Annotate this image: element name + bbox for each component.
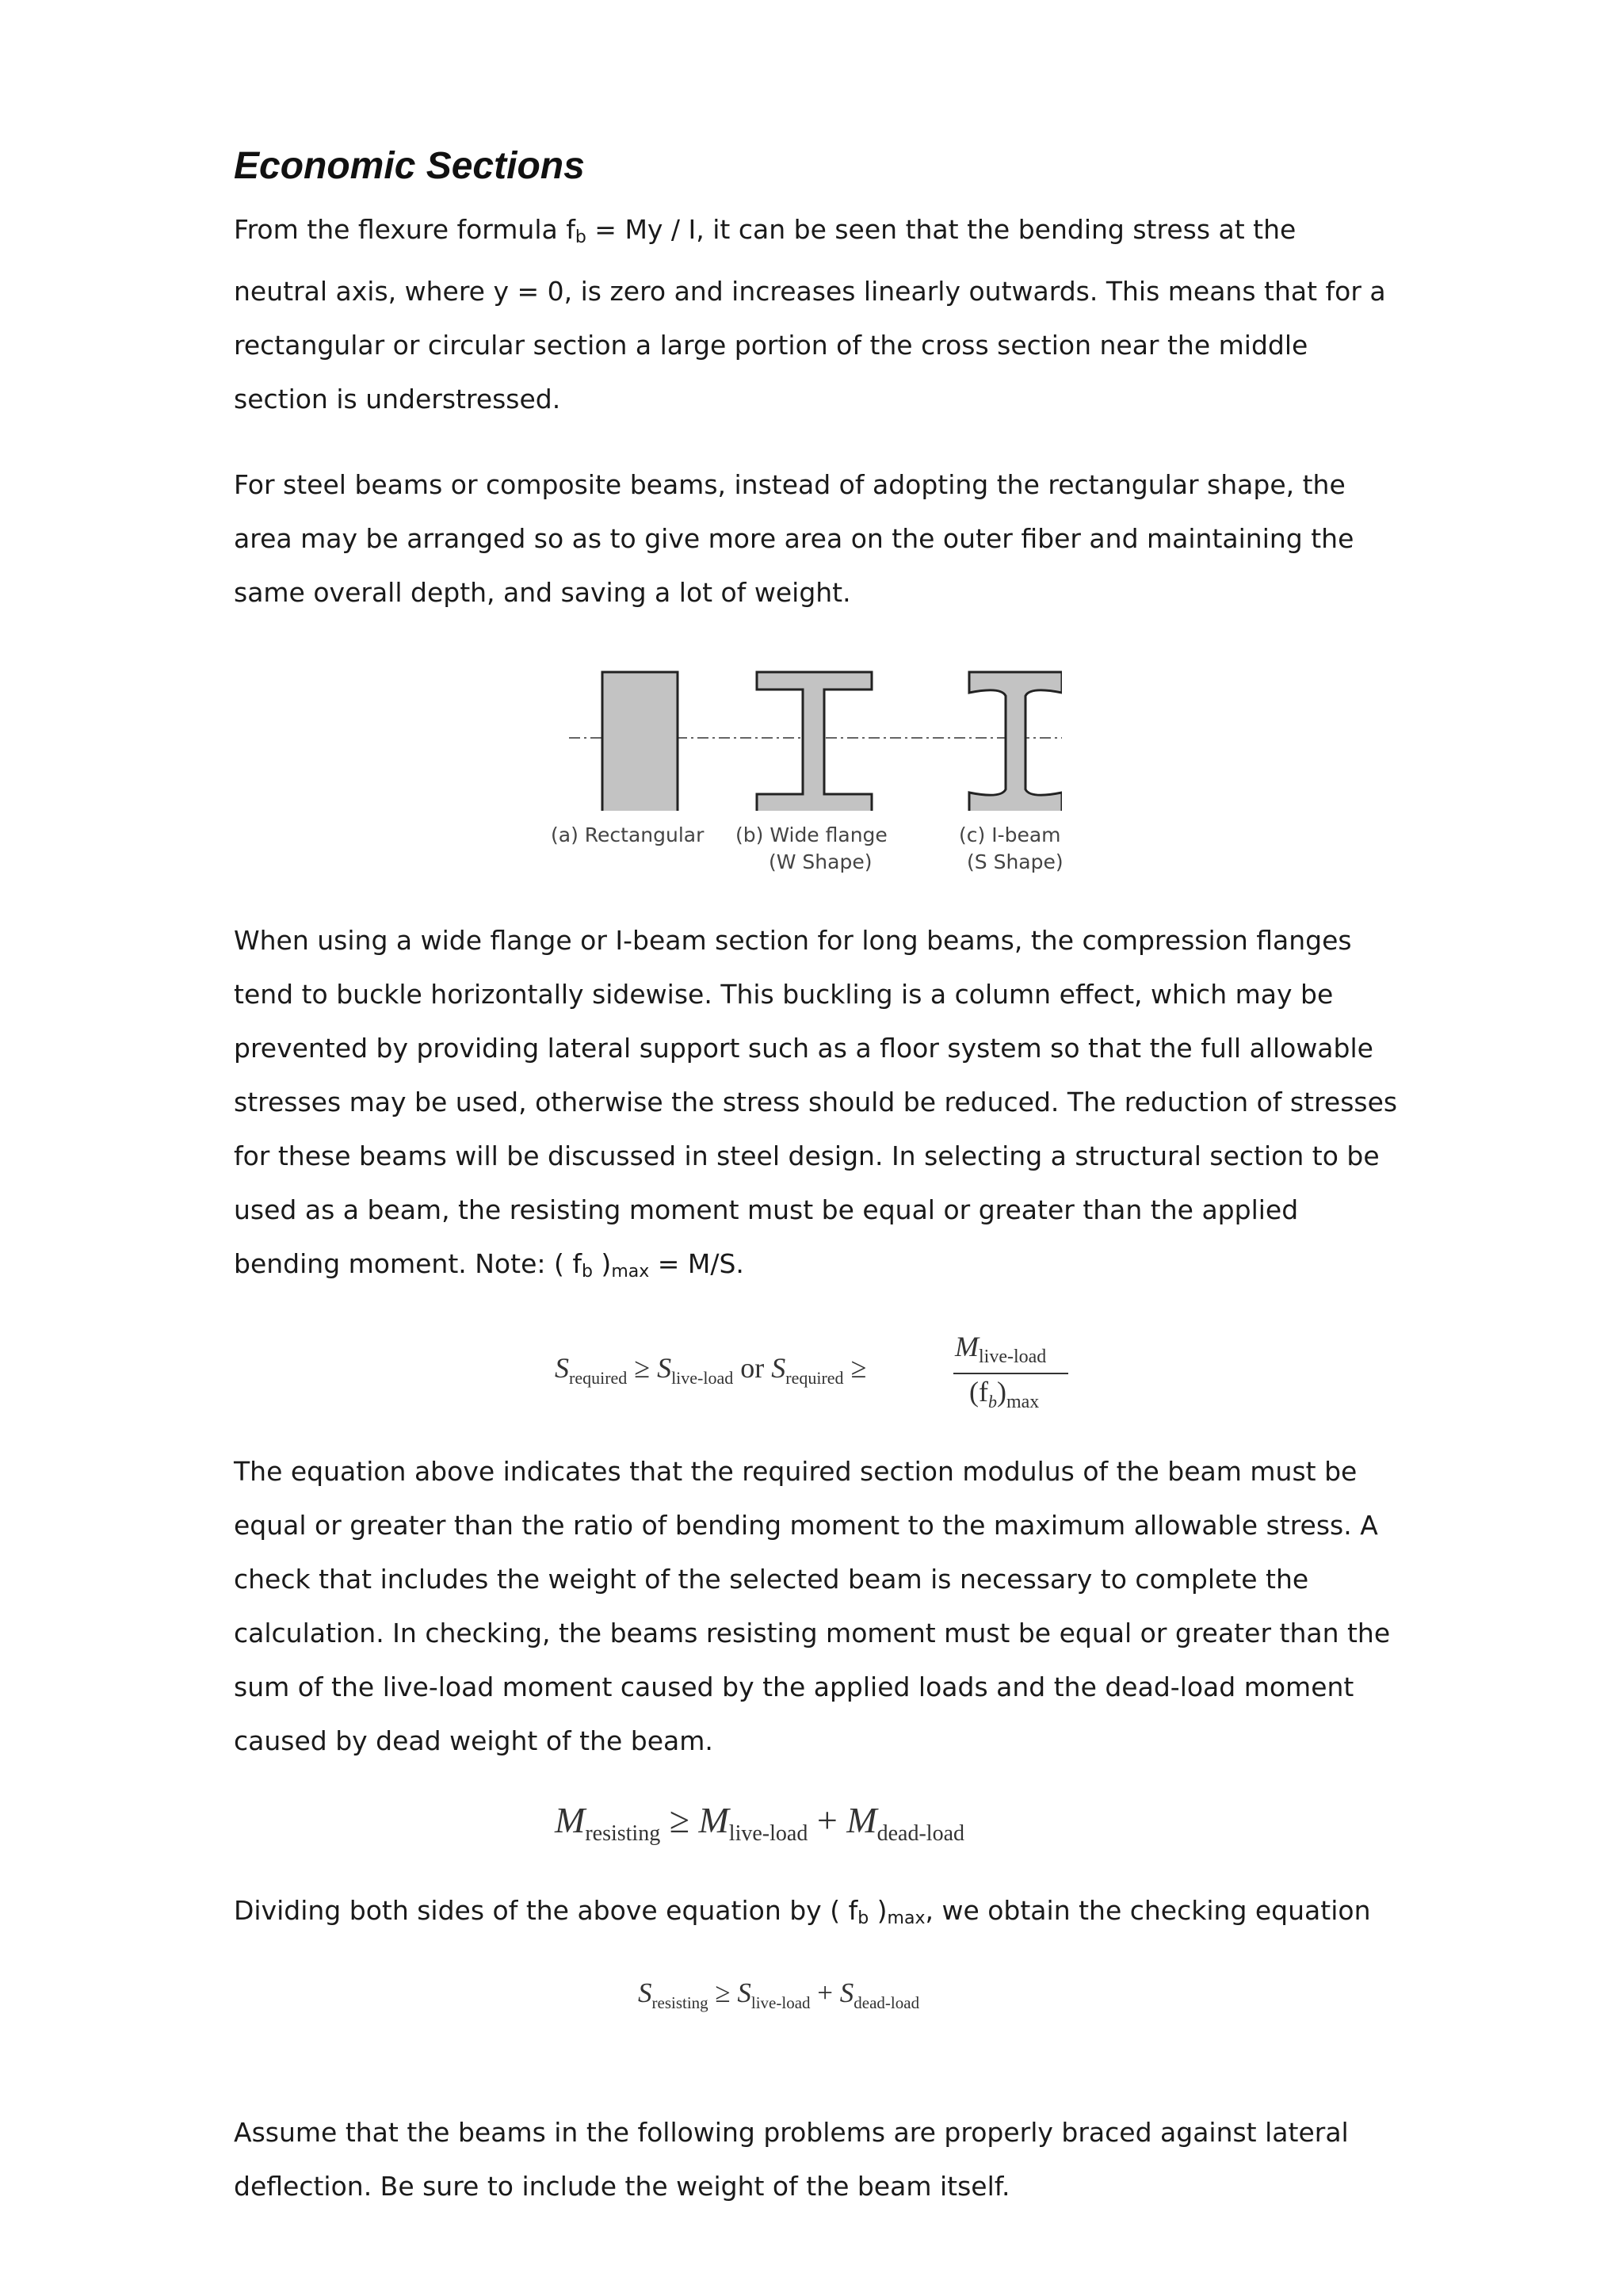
text-line: deflection. Be sure to include the weight of the beam itself. [234, 2171, 1010, 2202]
text-line: bending moment. Note: ( $f_b$ )$_{max} = M/S$. [234, 1248, 744, 1282]
equation-required-section-modulus: $S_{required} \ge S_{live-load}$ or $S_{required}$ ≥ $M_{live-load}$ $(f_b)_{max}$ [555, 1331, 1094, 1419]
text-line: Dividing both sides of the above equation by ( $f_b$ )$_{max}$, we obtain the checking equation [234, 1895, 1371, 1928]
text-line: The equation above indicates that the required section modulus of the beam must be [234, 1456, 1358, 1487]
paragraph-dividing [234, 1884, 1407, 1946]
paragraph-steel-beams [234, 458, 1407, 620]
text-line: calculation. In checking, the beams resisting moment must be equal or greater than the [234, 1618, 1391, 1648]
wide-flange-section [757, 672, 872, 811]
text-line: same overall depth, and saving a lot of weight. [234, 577, 851, 608]
text-line: Assume that the beams in the following problems are properly braced against lateral [234, 2117, 1349, 2148]
paragraph-flexure-intro [234, 203, 1407, 426]
text-line: used as a beam, the resisting moment must be equal or greater than the applied [234, 1194, 1299, 1225]
text-line: sum of the live-load moment caused by the applied loads and the dead-load moment [234, 1671, 1354, 1702]
paragraph-section-modulus [234, 1445, 1407, 1768]
caption-wide-flange: (b) Wide flange [735, 823, 888, 846]
paragraph-assumption [234, 2106, 1407, 2214]
text-line: section is understressed. [234, 384, 561, 415]
caption-w-shape: (W Shape) [769, 850, 873, 873]
text-line: stresses may be used, otherwise the stress should be reduced. The reduction of stresses [234, 1087, 1398, 1117]
text-line: When using a wide flange or I-beam section for long beams, the compression flanges [234, 925, 1352, 956]
equation-resisting-moment: $M_{resisting} \ge M_{live-load} + M_{dead-load}$ [555, 1800, 964, 1847]
text-line: For steel beams or composite beams, instead of adopting the rectangular shape, the [234, 469, 1346, 500]
text-line: From the flexure formula $f_b = My / I$, it can be seen that the bending stress at the [234, 214, 1296, 247]
caption-i-beam: (c) I-beam [959, 823, 1061, 846]
text-line: check that includes the weight of the selected beam is necessary to complete the [234, 1564, 1309, 1595]
text-line: prevented by providing lateral support such as a floor system so that the full allowable [234, 1033, 1373, 1064]
text-line: neutral axis, where y = 0, is zero and increases linearly outwards. This means that for a [234, 276, 1386, 307]
text-line: rectangular or circular section a large portion of the cross section near the middle [234, 330, 1308, 361]
fraction-numerator: $M_{live-load}$ [955, 1331, 1047, 1368]
page-title: Economic Sections [234, 145, 585, 187]
fraction-denominator: $(f_b)_{max}$ [969, 1376, 1040, 1413]
paragraph-buckling [234, 914, 1407, 1299]
text-line: tend to buckle horizontally sidewise. This buckling is a column effect, which may be [234, 979, 1334, 1010]
rectangular-section [602, 672, 678, 811]
text-line: equal or greater than the ratio of bending moment to the maximum allowable stress. A [234, 1510, 1378, 1541]
caption-rectangular: (a) Rectangular [551, 823, 705, 846]
i-beam-section [969, 672, 1062, 811]
caption-s-shape: (S Shape) [967, 850, 1064, 873]
section-shapes-diagram [555, 664, 1062, 811]
text-line: caused by dead weight of the beam. [234, 1725, 713, 1756]
section-shapes-figure [551, 664, 1064, 873]
equation-checking: $S_{resisting} \ge S_{live-load} + S_{dead-load}$ [638, 1977, 920, 2012]
text-line: for these beams will be discussed in steel design. In selecting a structural section to be [234, 1140, 1380, 1171]
fraction-bar [953, 1373, 1068, 1374]
text-line: area may be arranged so as to give more area on the outer fiber and maintaining the [234, 523, 1354, 554]
